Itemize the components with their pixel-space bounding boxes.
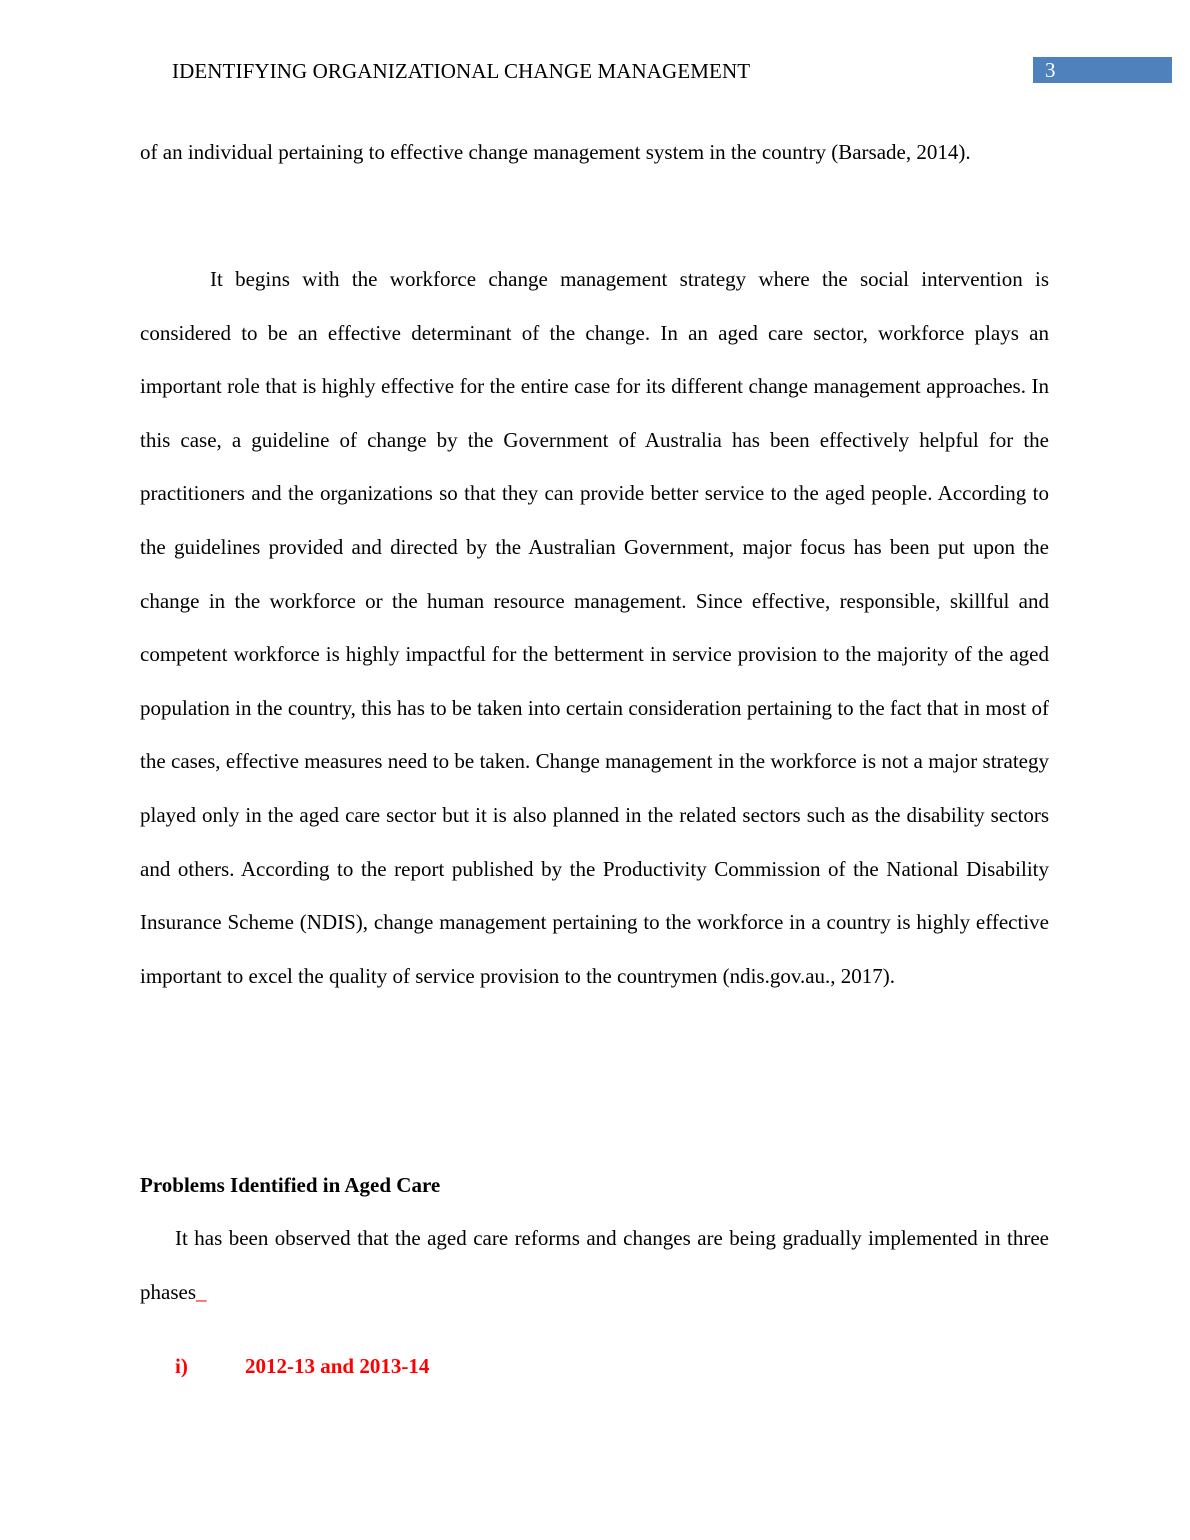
paragraph-workforce-strategy: It begins with the workforce change management strategy where the social intervention is considered to be an effective determinant of the change. In an aged care sector, workforce plays an important role that is highly effective for the entire case for its different change management approaches. In this case, a guideline of change by the Government of Australia has been effectively helpful for the practitioners and the organizations so that they can provide better service to the aged people. According to the guidelines provided and directed by the Australian Government, major focus has been put upon the change in the workforce or the human resource management. Since effective, responsible, skillful and competent workforce is highly impactful for the betterment in service provision to the majority of the aged population in the country, this has to be taken into certain consideration pertaining to the fact that in most of the cases, effective measures need to be taken. Change management in the workforce is not a major strategy played only in the aged care sector but it is also planned in the related sectors such as the disability sectors and others. According to the report published by the Productivity Commission of the National Disability Insurance Scheme (NDIS), change management pertaining to the workforce in a country is highly effective important to excel the quality of service provision to the countrymen (ndis.gov.au., 2017). — [140, 267, 1049, 988]
edit-mark: _ — [196, 1279, 207, 1304]
list-item-phase-1 — [175, 1339, 429, 1393]
list-item-text: 2012-13 and 2013-14 — [245, 1354, 430, 1378]
running-head: IDENTIFYING ORGANIZATIONAL CHANGE MANAGEMENT — [172, 59, 751, 83]
page-number: 3 — [1045, 58, 1056, 82]
paragraph-phases-text: It has been observed that the aged care reforms and changes are being gradually implemented in three phases — [140, 1226, 1049, 1304]
paragraph-phases — [140, 1212, 1049, 1319]
list-marker: i) — [175, 1354, 188, 1378]
page-number-badge — [1033, 57, 1172, 83]
section-heading: Problems Identified in Aged Care — [140, 1173, 441, 1197]
paragraph-continuation: of an individual pertaining to effective change management system in the country (Barsade, 2014). — [140, 140, 971, 164]
